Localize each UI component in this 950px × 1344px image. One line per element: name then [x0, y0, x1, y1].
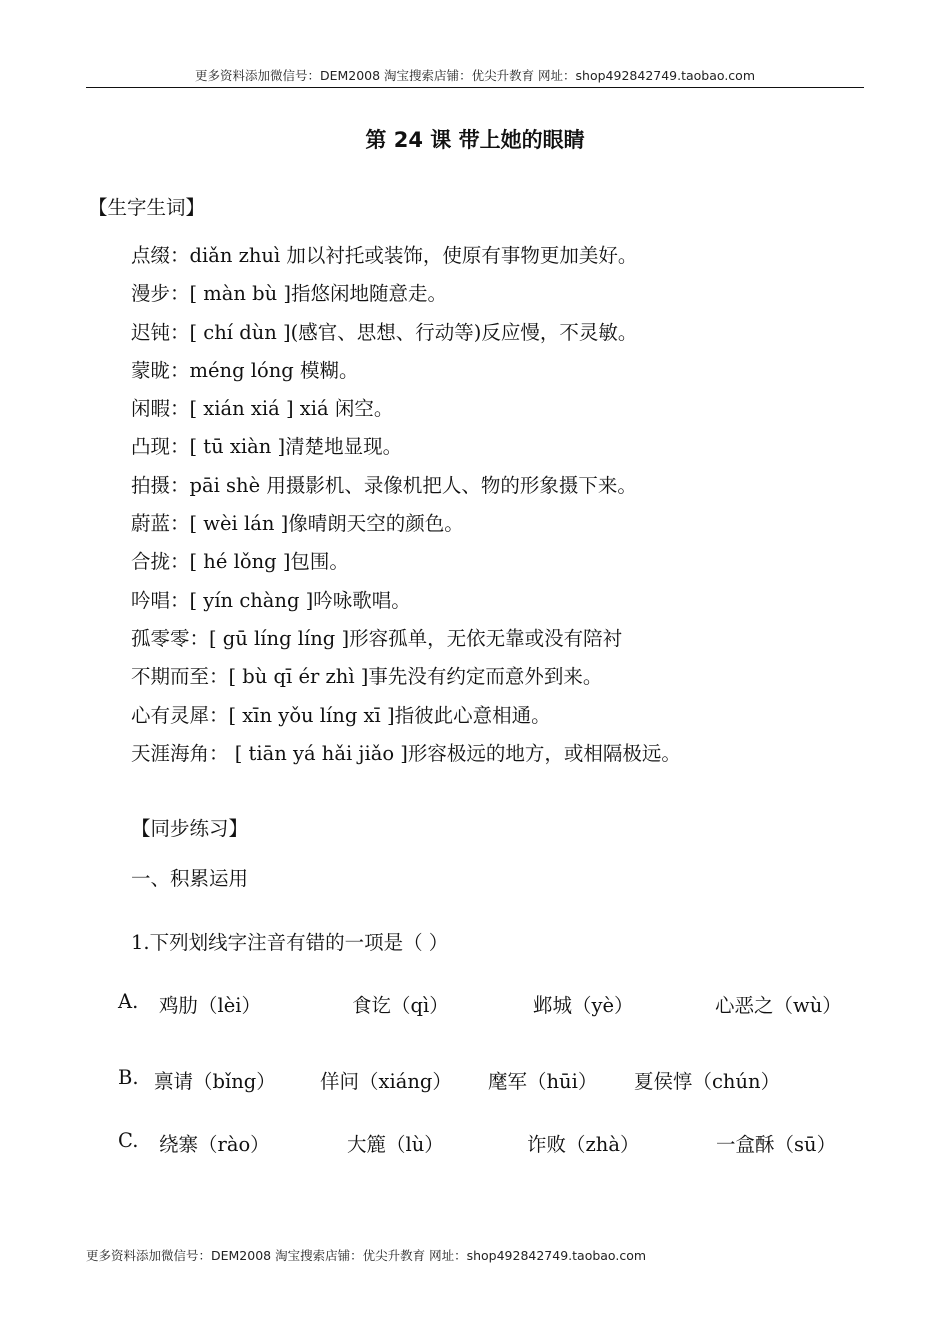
option-item: 心恶之（wù） [715, 994, 842, 1017]
page-footer: 更多资料添加微信号：DEM2008 淘宝搜索店铺：优尖升教育 网址：shop492842749.taobao.com [86, 1248, 647, 1263]
option-a [118, 990, 878, 1024]
header-rule [86, 87, 864, 88]
option-item: 邺城（yè） [533, 994, 634, 1017]
vocab-item: 迟钝：[ chí dùn ](感官、思想、行动等)反应慢，不灵敏。 [131, 320, 638, 344]
option-item: 诈败（zhà） [527, 1133, 640, 1156]
vocab-item: 吟唱：[ yín chàng ]吟咏歌唱。 [131, 588, 411, 612]
option-item: 禀请（bǐng） [154, 1070, 276, 1093]
option-b [118, 1066, 878, 1100]
practice-heading: 【同步练习】 [131, 817, 249, 840]
practice-part-title: 一、积累运用 [131, 867, 249, 890]
question-1: 1.下列划线字注音有错的一项是（ ） [131, 931, 449, 954]
option-item: 鸡肋（lèi） [159, 994, 262, 1017]
page-header: 更多资料添加微信号：DEM2008 淘宝搜索店铺：优尖升教育 网址：shop492842749.taobao.com [194, 68, 756, 83]
option-c [118, 1129, 878, 1163]
vocab-item: 蔚蓝：[ wèi lán ]像晴朗天空的颜色。 [131, 512, 464, 536]
option-item: 大簏（lù） [347, 1133, 444, 1156]
option-label: B. [118, 1066, 139, 1089]
vocab-item: 蒙昽：méng lóng 模糊。 [131, 358, 359, 382]
lesson-title: 第 24 课 带上她的眼睛 [365, 128, 585, 152]
option-item: 麾军（hūi） [488, 1070, 598, 1093]
vocab-item: 孤零零：[ gū líng líng ]形容孤单，无依无靠或没有陪衬 [131, 626, 623, 650]
option-label: A. [118, 990, 139, 1013]
vocab-heading: 【生字生词】 [88, 196, 206, 219]
option-label: C. [118, 1129, 139, 1152]
option-item: 佯问（xiáng） [320, 1070, 452, 1093]
option-item: 夏侯惇（chún） [634, 1070, 781, 1093]
vocab-item: 漫步：[ màn bù ]指悠闲地随意走。 [131, 282, 448, 306]
vocab-item: 闲暇：[ xián xiá ] xiá 闲空。 [131, 397, 394, 421]
vocab-item: 天涯海角： [ tiān yá hǎi jiǎo ]形容极远的地方，或相隔极远。 [131, 741, 681, 765]
option-item: 一盒酥（sū） [716, 1133, 837, 1156]
vocab-item: 拍摄：pāi shè 用摄影机、录像机把人、物的形象摄下来。 [131, 473, 637, 497]
vocab-item: 凸现：[ tū xiàn ]清楚地显现。 [131, 435, 403, 459]
vocab-list [131, 239, 911, 775]
vocab-item: 点缀：diǎn zhuì 加以衬托或装饰，使原有事物更加美好。 [131, 244, 638, 267]
option-item: 绕寨（rào） [159, 1133, 270, 1156]
vocab-item: 心有灵犀：[ xīn yǒu líng xī ]指彼此心意相通。 [131, 703, 551, 727]
option-item: 食讫（qì） [352, 994, 449, 1017]
vocab-item: 不期而至：[ bù qī ér zhì ]事先没有约定而意外到来。 [131, 665, 603, 689]
vocab-item: 合拢：[ hé lǒng ]包围。 [131, 550, 349, 574]
